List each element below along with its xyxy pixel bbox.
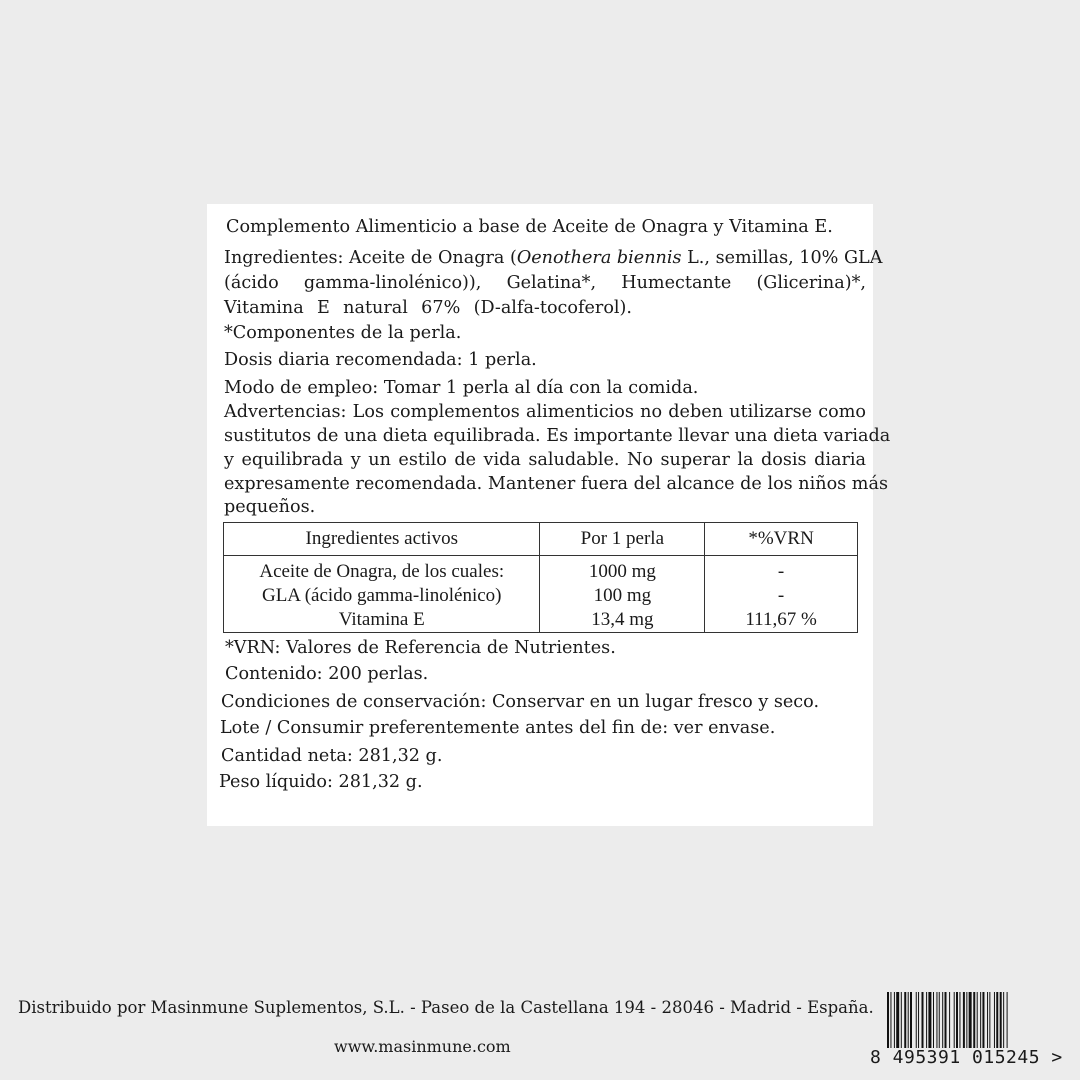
barcode-bar	[963, 992, 965, 1048]
components-note: *Componentes de la perla.	[224, 323, 462, 343]
table-cell: 111,67 %	[745, 609, 817, 630]
ingredients-line-3: Vitamina E natural 67% (D-alfa-tocoferol).	[224, 298, 632, 318]
barcode-bar	[1007, 992, 1008, 1048]
table-cell: GLA (ácido gamma-linolénico)	[261, 585, 502, 606]
barcode-bar	[980, 992, 981, 1048]
barcode-bar	[928, 992, 931, 1048]
barcode-bar	[996, 992, 998, 1048]
table-header: Ingredientes activos	[224, 523, 540, 556]
barcode-bar	[916, 992, 917, 1048]
barcode-digits: 8 495391 015245 >	[870, 1047, 1063, 1068]
barcode-bar	[954, 992, 955, 1048]
table-cell: -	[777, 585, 785, 606]
lot-best-before: Lote / Consumir preferentemente antes del fin de: ver envase.	[220, 718, 776, 738]
barcode-bar	[994, 992, 995, 1048]
warnings-line-3: y equilibrada y un estilo de vida saludable. No superar la dosis diaria	[224, 450, 866, 470]
nutrition-table	[223, 522, 858, 633]
barcode-bars	[887, 992, 1051, 1048]
barcode-bar	[973, 992, 975, 1048]
table-cell-vrn	[705, 556, 858, 633]
table-body-row	[224, 556, 858, 633]
barcode-bar	[887, 992, 889, 1048]
barcode-bar	[977, 992, 978, 1048]
barcode-bar	[1003, 992, 1004, 1048]
label-title: Complemento Alimenticio a base de Aceite de Onagra y Vitamina E.	[226, 217, 833, 237]
daily-dose: Dosis diaria recomendada: 1 perla.	[224, 350, 537, 370]
barcode-bar	[959, 992, 960, 1048]
table-header-row	[224, 523, 858, 556]
table-cell: 13,4 mg	[591, 609, 654, 630]
barcode-bar	[901, 992, 902, 1048]
usage-instructions: Modo de empleo: Tomar 1 perla al día con la comida.	[224, 378, 699, 398]
barcode-bar	[904, 992, 906, 1048]
barcode-bar	[922, 992, 924, 1048]
barcode-bar	[966, 992, 967, 1048]
barcode-bar	[926, 992, 927, 1048]
barcode-bar	[939, 992, 940, 1048]
barcode-bar	[918, 992, 919, 1048]
table-cell: 100 mg	[593, 585, 652, 606]
barcode-bar	[933, 992, 934, 1048]
storage-conditions: Condiciones de conservación: Conservar en un lugar fresco y seco.	[221, 692, 820, 712]
contents: Contenido: 200 perlas.	[225, 664, 429, 684]
barcode-bar	[982, 992, 984, 1048]
table-header: Por 1 perla	[540, 523, 705, 556]
table-cell: -	[777, 561, 785, 582]
warnings-line-1: Advertencias: Los complementos alimenticios no deben utilizarse como	[224, 402, 866, 422]
ingredients-line-1: Ingredientes: Aceite de Onagra (Oenothera biennis L., semillas, 10% GLA	[224, 248, 883, 268]
barcode-bar	[987, 992, 988, 1048]
table-cell: Aceite de Onagra, de los cuales:	[259, 561, 505, 582]
warnings-line-2: sustitutos de una dieta equilibrada. Es importante llevar una dieta variada	[224, 426, 891, 446]
barcode-bar	[949, 992, 950, 1048]
barcode-bar	[969, 992, 972, 1048]
barcode	[870, 992, 1065, 1072]
table-cell: Vitamina E	[338, 609, 425, 630]
ingredients-line-2: (ácido gamma-linolénico)), Gelatina*, Humectante (Glicerina)*,	[224, 273, 866, 293]
barcode-bar	[908, 992, 909, 1048]
barcode-bar	[989, 992, 990, 1048]
net-liquid-weight: Peso líquido: 281,32 g.	[219, 772, 423, 792]
warnings-line-4: expresamente recomendada. Mantener fuera del alcance de los niños más	[224, 474, 888, 494]
barcode-bar	[1000, 992, 1002, 1048]
product-label	[207, 204, 891, 826]
barcode-bar	[942, 992, 943, 1048]
distributor-info: Distribuido por Masinmune Suplementos, S.L. - Paseo de la Castellana 194 - 28046 - Madrid - España.	[18, 998, 874, 1017]
barcode-bar	[894, 992, 895, 1048]
barcode-bar	[956, 992, 958, 1048]
barcode-bar	[936, 992, 937, 1048]
table-header: *%VRN	[705, 523, 858, 556]
table-cell: 1000 mg	[588, 561, 656, 582]
barcode-bar	[910, 992, 912, 1048]
barcode-bar	[945, 992, 947, 1048]
barcode-bar	[896, 992, 899, 1048]
website-link[interactable]: www.masinmune.com	[334, 1037, 511, 1056]
warnings-line-5: pequeños.	[224, 497, 316, 517]
net-quantity: Cantidad neta: 281,32 g.	[221, 746, 443, 766]
vrn-note: *VRN: Valores de Referencia de Nutrientes.	[225, 638, 616, 658]
barcode-bar	[890, 992, 891, 1048]
table-cell-per-pearl	[540, 556, 705, 633]
table-cell-ingredients	[224, 556, 540, 633]
